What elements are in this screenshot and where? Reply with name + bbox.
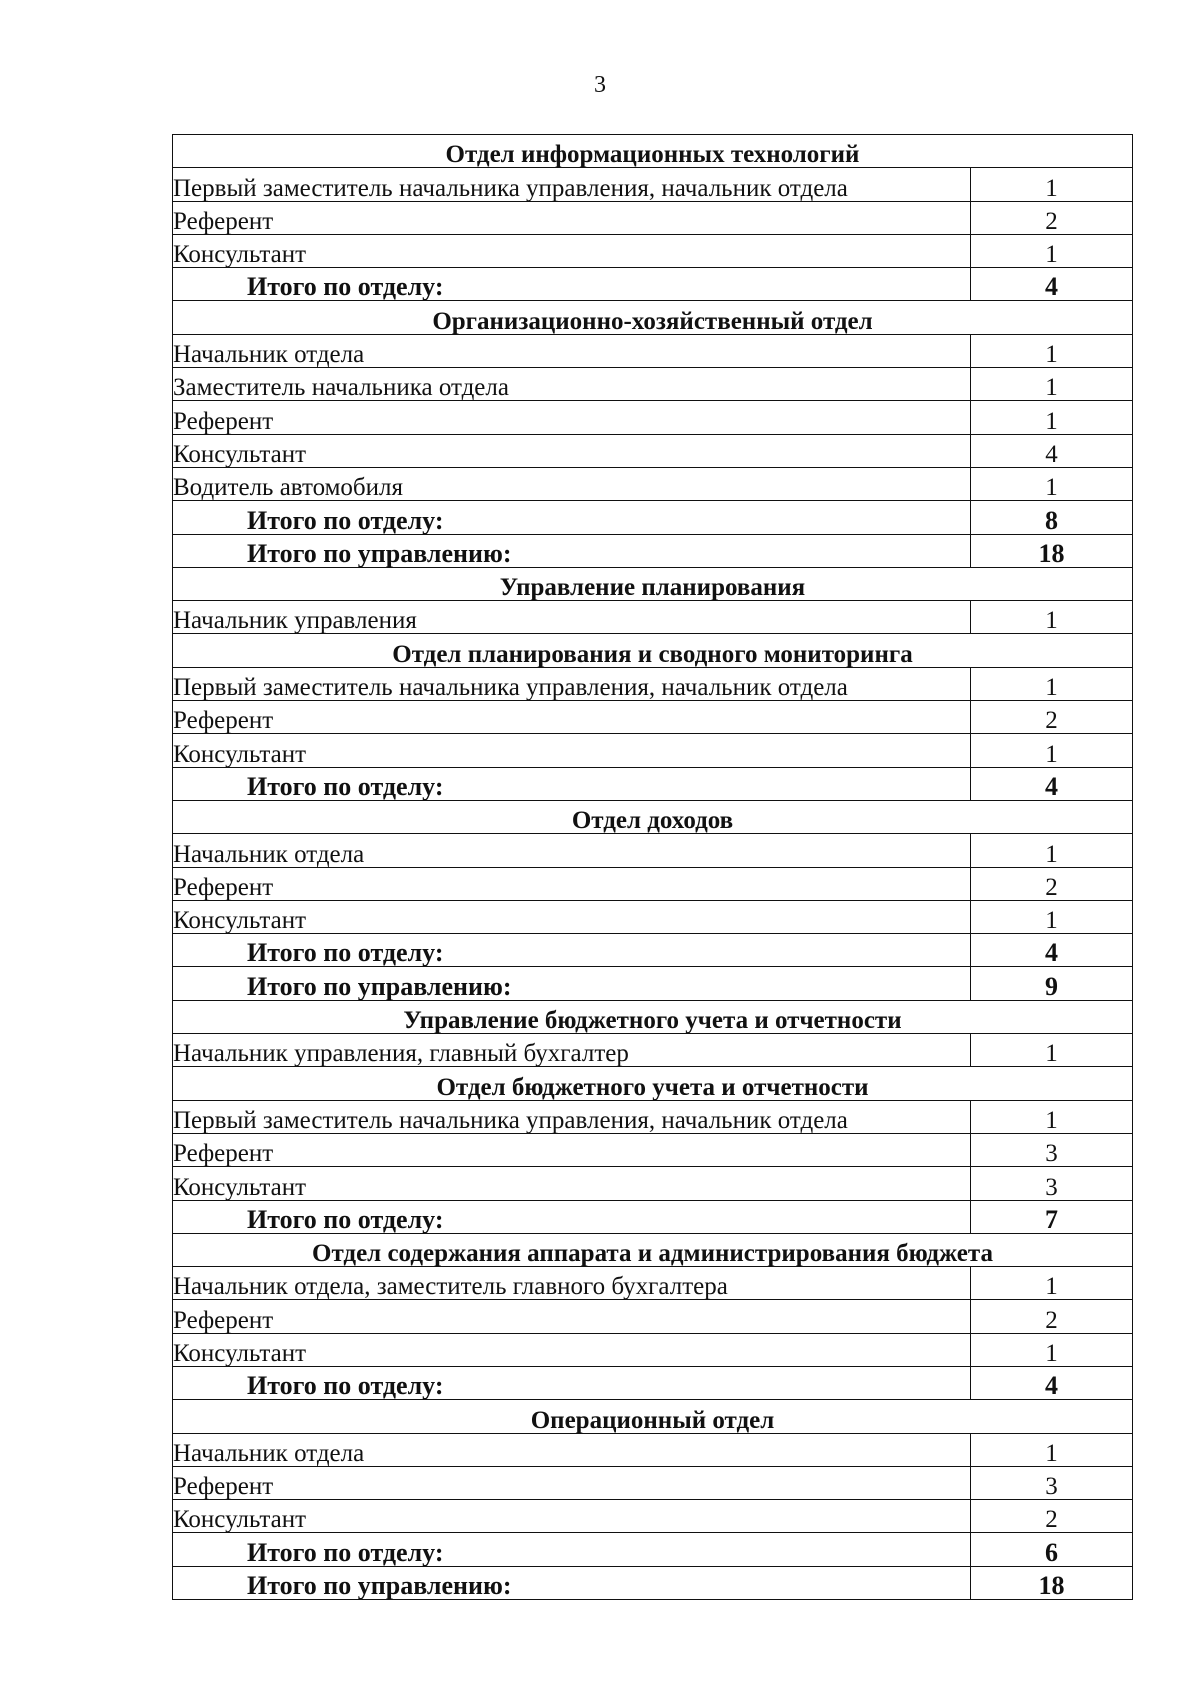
position-count: 1 [971, 667, 1133, 700]
section-title: Управление планирования [173, 567, 1133, 600]
position-row [173, 1100, 1133, 1133]
total-row [173, 1533, 1133, 1566]
position-name: Референт [173, 1133, 971, 1166]
position-name: Первый заместитель начальника управления, начальник отдела [173, 1100, 971, 1133]
section-header-row [173, 1000, 1133, 1033]
position-count: 1 [971, 368, 1133, 401]
position-row [173, 467, 1133, 500]
position-name: Первый заместитель начальника управления, начальник отдела [173, 168, 971, 201]
section-title: Управление бюджетного учета и отчетности [173, 1000, 1133, 1033]
position-count: 2 [971, 201, 1133, 234]
total-count: 18 [971, 534, 1133, 567]
position-name: Референт [173, 401, 971, 434]
position-row [173, 1034, 1133, 1067]
position-count: 1 [971, 234, 1133, 267]
section-header-row [173, 634, 1133, 667]
position-name: Начальник отдела, заместитель главного бухгалтера [173, 1267, 971, 1300]
section-title: Организационно-хозяйственный отдел [173, 301, 1133, 334]
position-row [173, 867, 1133, 900]
total-label: Итого по отделу: [173, 934, 971, 967]
position-name: Начальник отдела [173, 1433, 971, 1466]
position-name: Начальник управления, главный бухгалтер [173, 1034, 971, 1067]
position-count: 4 [971, 434, 1133, 467]
position-name: Начальник отдела [173, 834, 971, 867]
total-label: Итого по отделу: [173, 767, 971, 800]
position-count: 1 [971, 601, 1133, 634]
total-label: Итого по отделу: [173, 268, 971, 301]
position-row [173, 900, 1133, 933]
total-row [173, 934, 1133, 967]
position-name: Консультант [173, 234, 971, 267]
position-row [173, 168, 1133, 201]
total-row [173, 967, 1133, 1000]
staffing-table [172, 134, 1133, 1600]
total-count: 4 [971, 268, 1133, 301]
section-header-row [173, 301, 1133, 334]
position-count: 1 [971, 1034, 1133, 1067]
position-count: 1 [971, 834, 1133, 867]
position-count: 1 [971, 334, 1133, 367]
total-count: 7 [971, 1200, 1133, 1233]
position-row [173, 201, 1133, 234]
total-count: 4 [971, 934, 1133, 967]
position-name: Начальник управления [173, 601, 971, 634]
position-name: Консультант [173, 1167, 971, 1200]
total-label: Итого по отделу: [173, 1533, 971, 1566]
position-count: 2 [971, 1300, 1133, 1333]
total-count: 4 [971, 1366, 1133, 1399]
section-title: Отдел содержания аппарата и администрирования бюджета [173, 1233, 1133, 1266]
section-header-row [173, 1067, 1133, 1100]
total-row [173, 1200, 1133, 1233]
total-row [173, 1566, 1133, 1599]
total-label: Итого по отделу: [173, 501, 971, 534]
total-label: Итого по управлению: [173, 967, 971, 1000]
position-name: Первый заместитель начальника управления, начальник отдела [173, 667, 971, 700]
position-count: 1 [971, 1100, 1133, 1133]
position-row [173, 368, 1133, 401]
position-row [173, 701, 1133, 734]
section-title: Отдел информационных технологий [173, 135, 1133, 168]
section-header-row [173, 135, 1133, 168]
position-name: Начальник отдела [173, 334, 971, 367]
position-count: 2 [971, 701, 1133, 734]
position-row [173, 734, 1133, 767]
position-row [173, 601, 1133, 634]
position-count: 1 [971, 734, 1133, 767]
position-name: Консультант [173, 900, 971, 933]
total-label: Итого по управлению: [173, 1566, 971, 1599]
total-label: Итого по отделу: [173, 1366, 971, 1399]
position-row [173, 1300, 1133, 1333]
position-name: Заместитель начальника отдела [173, 368, 971, 401]
section-title: Отдел бюджетного учета и отчетности [173, 1067, 1133, 1100]
section-header-row [173, 1233, 1133, 1266]
position-row [173, 434, 1133, 467]
position-count: 1 [971, 1433, 1133, 1466]
section-title: Отдел планирования и сводного мониторинга [173, 634, 1133, 667]
position-name: Консультант [173, 1333, 971, 1366]
position-count: 2 [971, 1500, 1133, 1533]
position-row [173, 401, 1133, 434]
position-count: 1 [971, 900, 1133, 933]
position-count: 1 [971, 1267, 1133, 1300]
position-name: Консультант [173, 734, 971, 767]
position-row [173, 1133, 1133, 1166]
position-count: 1 [971, 168, 1133, 201]
position-row [173, 1500, 1133, 1533]
position-name: Референт [173, 701, 971, 734]
position-row [173, 334, 1133, 367]
section-header-row [173, 1400, 1133, 1433]
total-row [173, 1366, 1133, 1399]
position-count: 1 [971, 1333, 1133, 1366]
position-row [173, 667, 1133, 700]
section-header-row [173, 567, 1133, 600]
position-row [173, 1433, 1133, 1466]
position-name: Референт [173, 867, 971, 900]
position-name: Водитель автомобиля [173, 467, 971, 500]
position-name: Консультант [173, 434, 971, 467]
total-label: Итого по отделу: [173, 1200, 971, 1233]
position-row [173, 834, 1133, 867]
position-row [173, 1267, 1133, 1300]
position-name: Консультант [173, 1500, 971, 1533]
total-count: 9 [971, 967, 1133, 1000]
total-count: 18 [971, 1566, 1133, 1599]
total-row [173, 534, 1133, 567]
position-count: 3 [971, 1133, 1133, 1166]
position-count: 1 [971, 401, 1133, 434]
position-row [173, 1167, 1133, 1200]
total-count: 4 [971, 767, 1133, 800]
total-row [173, 268, 1133, 301]
section-header-row [173, 800, 1133, 833]
position-name: Референт [173, 1300, 971, 1333]
position-name: Референт [173, 1466, 971, 1499]
total-count: 6 [971, 1533, 1133, 1566]
staffing-table-body [173, 135, 1133, 1600]
section-title: Отдел доходов [173, 800, 1133, 833]
position-count: 3 [971, 1167, 1133, 1200]
total-label: Итого по управлению: [173, 534, 971, 567]
total-row [173, 501, 1133, 534]
position-row [173, 1333, 1133, 1366]
position-count: 2 [971, 867, 1133, 900]
section-title: Операционный отдел [173, 1400, 1133, 1433]
total-count: 8 [971, 501, 1133, 534]
position-name: Референт [173, 201, 971, 234]
position-row [173, 234, 1133, 267]
position-count: 1 [971, 467, 1133, 500]
total-row [173, 767, 1133, 800]
position-row [173, 1466, 1133, 1499]
page-number: 3 [594, 72, 606, 98]
position-count: 3 [971, 1466, 1133, 1499]
